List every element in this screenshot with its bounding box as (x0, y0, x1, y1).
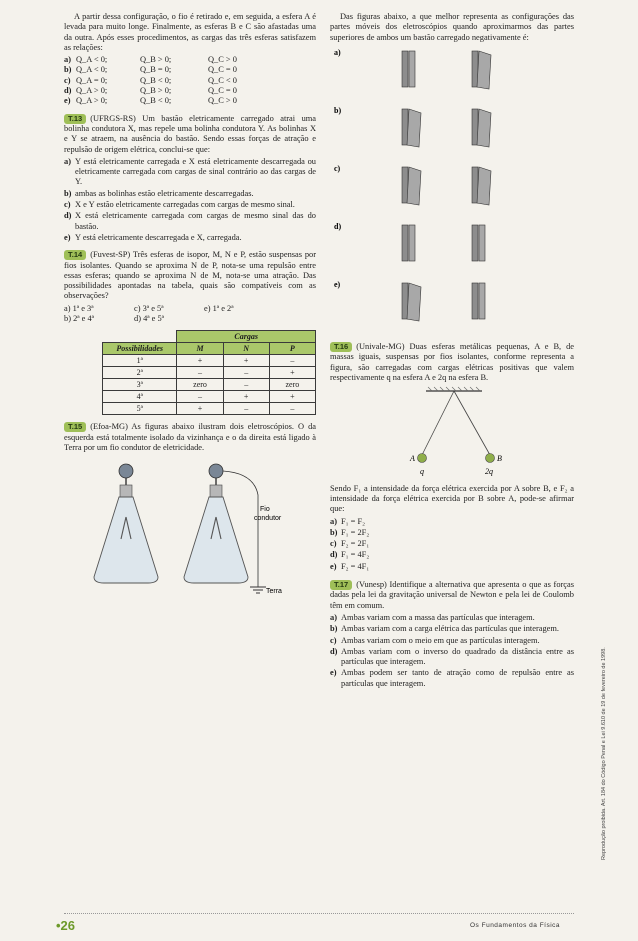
question-text: Sendo F₁ a intensidade da força elétrica exercida por A sobre B, e F₂ a intensidade da força elétrica exercida por B sobre A, pode-se afirmar que: (330, 483, 574, 514)
option-item (64, 211, 316, 232)
option-item (330, 562, 574, 572)
relation-item: Q_B > 0; (140, 55, 172, 65)
relation-row (64, 86, 316, 96)
relation-item: e) (64, 96, 71, 106)
figure-option-label: c) (334, 163, 341, 173)
option-letter: e) (330, 668, 337, 678)
table-cell: + (223, 391, 269, 403)
option-letter: e) (330, 561, 337, 571)
option-item (330, 636, 574, 646)
relations-list (64, 55, 316, 106)
option-letter: b) (330, 527, 338, 537)
option-item (330, 539, 574, 549)
option-letter: a) (64, 156, 71, 166)
option-item: a) 1ª e 3ª (64, 303, 94, 313)
option-text: Y está eletricamente descarregada e X, carregada. (75, 232, 242, 242)
relation-item: Q_A < 0; (76, 55, 108, 65)
option-item: e) 1ª e 2ª (204, 303, 234, 313)
option-text: X e Y estão eletricamente carregadas com cargas de mesmo sinal. (75, 200, 295, 210)
question-badge: T.17 (330, 580, 352, 590)
sphere-a (418, 454, 427, 463)
option-letter: a) (330, 516, 337, 526)
electroscope-options-figure (330, 45, 574, 335)
electroscope-leaf (472, 283, 478, 319)
electroscope-leaf (479, 225, 485, 261)
charged-spheres-figure (330, 385, 574, 480)
option-text: F₁ = 4F₂ (341, 550, 370, 560)
question-text: (Efoa-MG) As figuras abaixo ilustram dois eletroscópios. O da esquerda está totalmente isolado da vizinhança e o da direita está ligado à Terra por um fio condutor de eletricidade. (64, 422, 316, 452)
option-letter: a) (330, 612, 337, 622)
option-letter: b) (64, 188, 72, 198)
table-header: Possibilidades (103, 343, 177, 355)
relation-item: Q_B < 0; (140, 75, 172, 85)
electroscope-leaf (407, 283, 421, 321)
option-text: F₂ = 2F₁ (341, 539, 370, 549)
option-item: b) 2ª e 4ª (64, 314, 94, 324)
question-t15 (64, 422, 316, 598)
relation-item: Q_B < 0; (140, 96, 172, 106)
page-number: •26 (56, 918, 76, 933)
option-text: F₁ = 2F₂ (341, 527, 370, 537)
table-cell: 4ª (103, 391, 177, 403)
electroscope-leaf (402, 51, 408, 87)
relation-item: Q_A > 0; (76, 96, 108, 106)
table-row (103, 367, 316, 379)
option-text: X está eletricamente carregada com cargas de mesmo sinal das do bastão. (75, 211, 316, 231)
option-item: c) 3ª e 5ª (134, 303, 164, 313)
electroscope-leaf (477, 51, 491, 89)
options-list (64, 157, 316, 243)
relation-item: Q_B = 0; (140, 65, 172, 75)
options-list (330, 613, 574, 689)
table-row (103, 403, 316, 415)
option-text: Ambas podem ser tanto de atração como de repulsão entre as partículas que interagem. (341, 668, 574, 688)
sphere-label: A (410, 454, 415, 464)
grounded-electroscope (184, 464, 266, 593)
relation-row (64, 55, 316, 65)
question-badge: T.14 (64, 250, 86, 260)
option-item (330, 517, 574, 527)
table-cell: zero (269, 379, 315, 391)
electroscope-leaf (477, 109, 491, 147)
ground-label: Terra (266, 588, 282, 596)
option-text: ambas as bolinhas estão eletricamente descarregadas. (75, 188, 254, 198)
option-text: Ambas variam com o inverso do quadrado da distância entre as partículas que interagem. (341, 646, 574, 667)
relation-item: Q_A = 0; (76, 75, 108, 85)
figure-option-label: d) (334, 221, 342, 231)
table-cell: 1ª (103, 355, 177, 367)
electroscope-leaf (477, 167, 491, 205)
sphere-b (486, 454, 495, 463)
table-cell: + (223, 355, 269, 367)
table-header: N (223, 343, 269, 355)
table-cell: + (269, 391, 315, 403)
relation-item: Q_C < 0 (208, 75, 237, 85)
option-letter: c) (330, 635, 337, 645)
question-t14 (64, 250, 316, 415)
electroscope-leaf (407, 109, 421, 147)
table-cell: – (223, 403, 269, 415)
isolated-electroscope (94, 464, 158, 583)
relation-row (64, 65, 316, 75)
copyright-note (601, 560, 609, 860)
option-text: F₂ = 4F₁ (341, 561, 370, 571)
question-text: (UFRGS-RS) Um bastão eletricamente carregado atrai uma bolinha condutora X, mas repele uma bolinha condutora Y. As bolinhas X e Y se atraem, na ausência do bastão. Sendo essas forças de atração e repulsão de origem elétrica, conclui-se que: (64, 113, 316, 154)
table-cell: – (223, 379, 269, 391)
electroscope-leaf (402, 225, 408, 261)
charges-table (102, 330, 316, 415)
option-letter: c) (64, 200, 71, 210)
options-list (330, 517, 574, 572)
option-item (330, 550, 574, 560)
relation-item: Q_A > 0; (76, 86, 108, 96)
option-item (64, 233, 316, 243)
option-item (330, 668, 574, 689)
option-text: Ambas variam com a massa das partículas que interagem. (341, 612, 535, 622)
table-row (103, 391, 316, 403)
question-text: (Vunesp) Identifique a alternativa que apresenta o que as forças dadas pela lei da gravitação universal de Newton e pela lei de Coulomb têm em comum. (330, 580, 574, 610)
options-row (64, 314, 316, 324)
wire-label: Fio (260, 506, 270, 514)
charge-label: q (420, 467, 424, 477)
left-column (64, 12, 316, 599)
table-cell: – (177, 391, 223, 403)
option-letter: d) (64, 211, 72, 221)
option-text: Ambas variam com a carga elétrica das partículas que interagem. (341, 624, 559, 634)
figure-option-label: e) (334, 279, 341, 289)
copyright-text: Reprodução proibida. Art. 184 do Código Penal e Lei 9.610 de 19 de fevereiro de 1998. (601, 647, 607, 860)
option-letter: d) (330, 550, 338, 560)
book-title: Os Fundamentos da Física (470, 922, 561, 929)
table-cell: – (269, 355, 315, 367)
option-text: Ambas variam com o meio em que as partículas interagem. (341, 635, 540, 645)
electroscope-leaf (472, 225, 478, 261)
table-cell: – (177, 367, 223, 379)
question-text: (Fuvest-SP) Três esferas de isopor, M, N e P, estão suspensas por fios isolantes. Quando se aproxima N de P, nota-se uma repulsão entre essas esferas; quando se aproxima N de M, nota-se uma atração. Das possibilidades apontadas na tabela, quais são compatíveis com as observações? (64, 250, 316, 301)
option-text: F₁ = F₂ (341, 516, 366, 526)
table-header: P (269, 343, 315, 355)
relation-item: Q_A < 0; (76, 65, 108, 75)
option-item (64, 157, 316, 188)
charge-label: 2q (485, 467, 493, 477)
relation-item: Q_C = 0 (208, 86, 237, 96)
options-row (64, 304, 316, 314)
electroscope-leaf (409, 225, 415, 261)
wire-label: condutor (254, 515, 282, 523)
figure-option-label: b) (334, 105, 342, 115)
table-cell: + (177, 403, 223, 415)
relation-item: Q_C > 0 (208, 96, 237, 106)
relation-item: Q_B > 0; (140, 86, 172, 96)
relation-item: d) (64, 86, 72, 96)
table-cell: 5ª (103, 403, 177, 415)
question-t17 (330, 580, 574, 689)
table-header: M (177, 343, 223, 355)
table-group-header: Cargas (177, 331, 316, 343)
table-row (103, 355, 316, 367)
option-item (64, 189, 316, 199)
relation-row (64, 96, 316, 106)
option-item (330, 624, 574, 634)
table-cell: – (223, 367, 269, 379)
option-item (330, 528, 574, 538)
relation-item: b) (64, 65, 72, 75)
electroscope-leaf (409, 51, 415, 87)
electroscope-leaf (407, 167, 421, 205)
table-cell: 3ª (103, 379, 177, 391)
relation-item: a) (64, 55, 71, 65)
relation-row (64, 76, 316, 86)
option-item (330, 647, 574, 668)
table-cell: – (269, 403, 315, 415)
question-badge: T.16 (330, 342, 352, 352)
relation-item: Q_C = 0 (208, 65, 237, 75)
option-letter: b) (330, 624, 338, 634)
relation-item: Q_C > 0 (208, 55, 237, 65)
footer-divider (64, 913, 574, 914)
option-letter: e) (64, 232, 71, 242)
table-cell: + (269, 367, 315, 379)
question-t16 (330, 342, 574, 572)
option-item (330, 613, 574, 623)
option-letter: d) (330, 646, 338, 656)
figure-option-label: a) (334, 47, 341, 57)
question-badge: T.13 (64, 114, 86, 124)
electroscope-leaf (479, 283, 485, 319)
right-column (330, 12, 574, 690)
option-letter: c) (330, 539, 337, 549)
table-cell: + (177, 355, 223, 367)
table-cell: 2ª (103, 367, 177, 379)
sphere-label: B (497, 454, 502, 464)
relation-item: c) (64, 75, 71, 85)
option-text: Y está eletricamente carregada e X está eletricamente descarregada ou eletricamente carregada com cargas de sinal contrário ao das cargas de Y. (75, 156, 316, 187)
electroscopes-figure (64, 455, 316, 595)
table-cell: zero (177, 379, 223, 391)
table-row (103, 379, 316, 391)
option-item: d) 4ª e 5ª (134, 314, 164, 324)
intro-paragraph: A partir dessa configuração, o fio é retirado e, em seguida, a esfera A é levada para muito longe. Finalmente, as esferas B e C são afastadas uma da outra. Após esses procedimentos, as cargas das três esferas satisfazem as relações: (64, 12, 316, 52)
option-item (64, 200, 316, 210)
question-t13 (64, 114, 316, 244)
intro-paragraph: Das figuras abaixo, a que melhor representa as configurações das partes móveis dos eletroscópios quando aproximarmos das partes superiores de ambos um bastão carregado negativamente é: (330, 12, 574, 42)
question-text: (Univale-MG) Duas esferas metálicas pequenas, A e B, de massas iguais, suspensas por fios isolantes, conforme representa a figura, são carregadas com cargas elétricas positivas que valem respectivamente q na esfera A e 2q na esfera B. (330, 342, 574, 383)
question-badge: T.15 (64, 422, 86, 432)
